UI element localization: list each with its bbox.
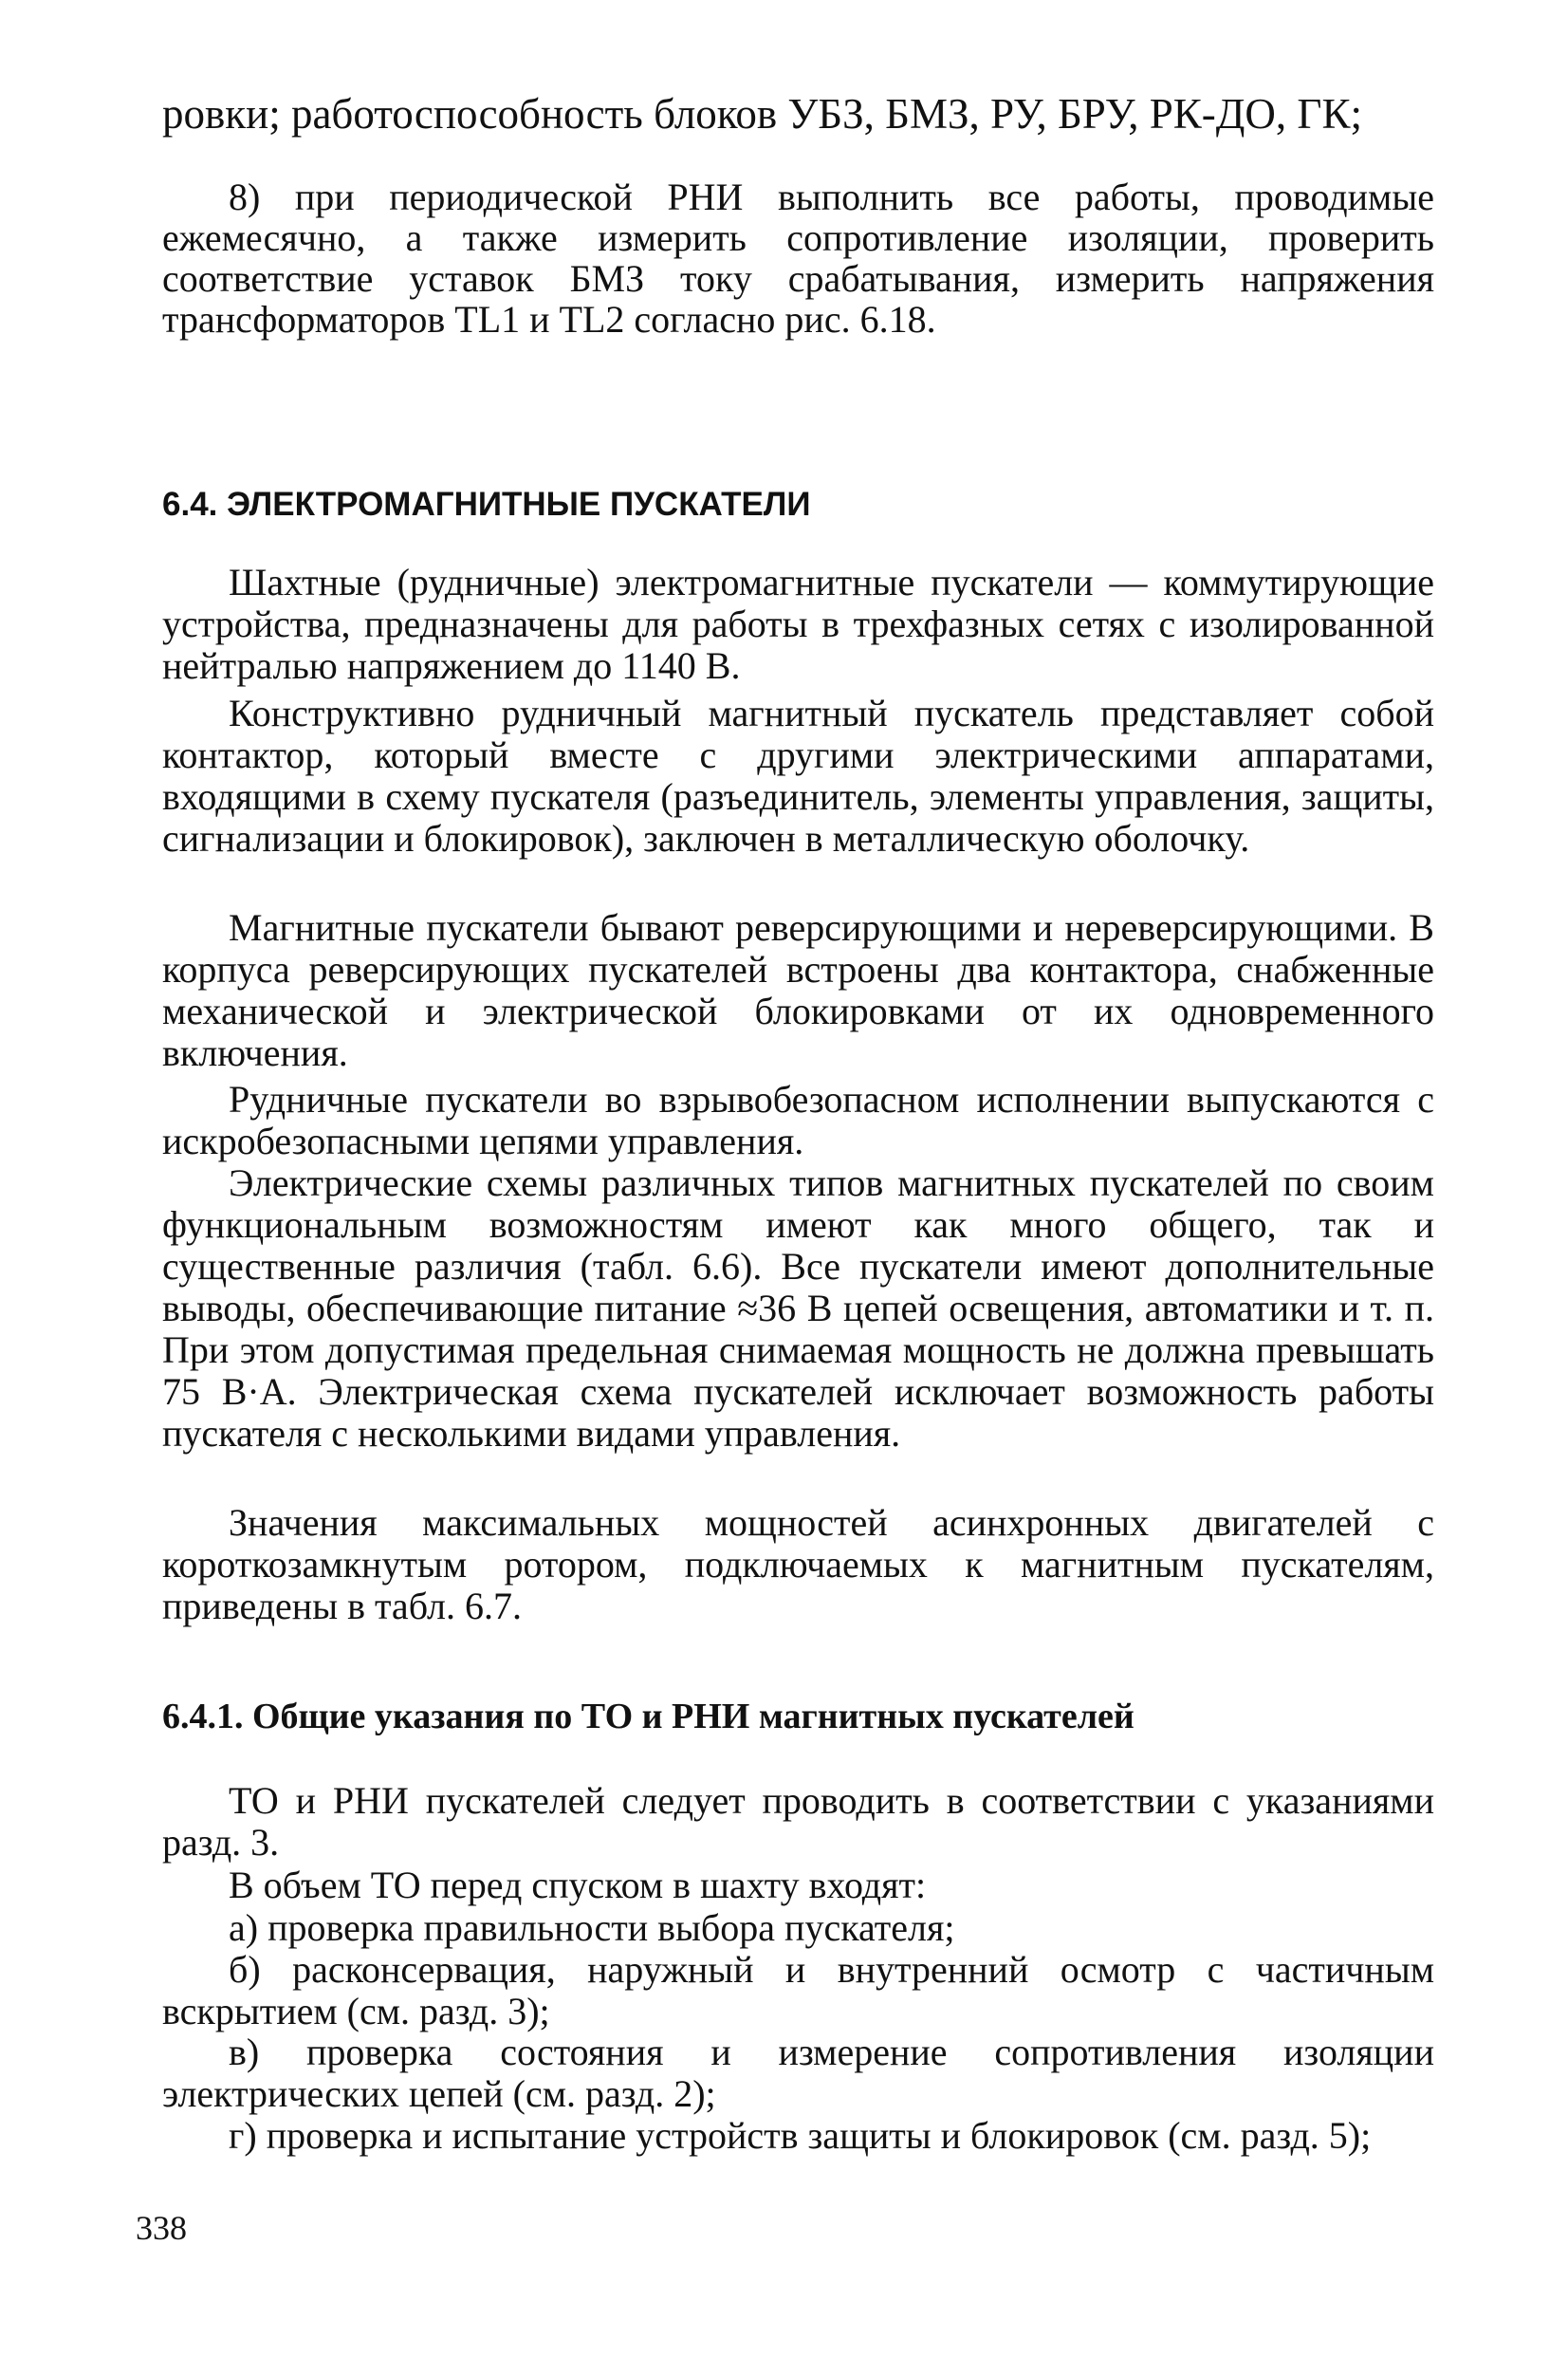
text-paragraph-9: ТО и РНИ пускателей следует проводить в соответствии с указаниями разд. 3. [162, 1779, 1434, 1864]
list-item-a: а) проверка правильности выбора пускателя; [229, 1906, 955, 1949]
text-paragraph-6: Рудничные пускатели во взрывобезопасном исполнении выпускаются с искробезопасными цепями управления. [162, 1078, 1434, 1162]
page-number: 338 [136, 2209, 187, 2247]
list-item-b: б) расконсервация, наружный и внутренний осмотр с частичным вскрытием (см. разд. 3); [162, 1948, 1434, 2032]
text-paragraph-1: ровки; работоспособность блоков УБЗ, БМЗ, РУ, БРУ, РК-ДО, ГК; [162, 90, 1362, 138]
text-paragraph-3: Шахтные (рудничные) электромагнитные пускатели — коммутирующие устройства, предназначены для работы в трехфазных сетях с изолированной нейтралью напряжением до 1140 В. [162, 561, 1434, 687]
section-heading: 6.4. ЭЛЕКТРОМАГНИТНЫЕ ПУСКАТЕЛИ [162, 486, 811, 523]
text-paragraph-5: Магнитные пускатели бывают реверсирующими и нереверсирующими. В корпуса реверсирующих пускателей встроены два контактора, снабженные механической и электрической блокировками от их одновременного включения. [162, 906, 1434, 1074]
text-paragraph-7: Электрические схемы различных типов магнитных пускателей по своим функциональным возможностям имеют как много общего, так и существенные различия (табл. 6.6). Все пускатели имеют дополнительные выводы, обеспечивающие питание ≈36 В цепей освещения, автоматики и т. п. При этом допустимая предельная снимаемая мощность не должна превышать 75 В·А. Электрическая схема пускателей исключает возможность работы пускателя с несколькими видами управления. [162, 1161, 1434, 1455]
text-paragraph-2: 8) при периодической РНИ выполнить все работы, проводимые ежемесячно, а также измерить сопротивление изоляции, проверить соответствие уставок БМЗ току срабатывания, измерить напряжения трансформаторов TL1 и TL2 согласно рис. 6.18. [162, 176, 1434, 341]
subsection-heading: 6.4.1. Общие указания по ТО и РНИ магнитных пускателей [162, 1697, 1134, 1736]
text-paragraph-4: Конструктивно рудничный магнитный пускатель представляет собой контактор, который вместе с другими электрическими аппаратами, входящими в схему пускателя (разъединитель, элементы управления, защиты, сигнализации и блокировок), заключен в металлическую оболочку. [162, 692, 1434, 860]
text-paragraph-10: В объем ТО перед спуском в шахту входят: [229, 1864, 927, 1906]
text-paragraph-8: Значения максимальных мощностей асинхронных двигателей с короткозамкнутым ротором, подключаемых к магнитным пускателям, приведены в табл. 6.7. [162, 1501, 1434, 1627]
list-item-g: г) проверка и испытание устройств защиты и блокировок (см. разд. 5); [229, 2114, 1372, 2157]
list-item-v: в) проверка состояния и измерение сопротивления изоляции электрических цепей (см. разд. 2); [162, 2031, 1434, 2115]
